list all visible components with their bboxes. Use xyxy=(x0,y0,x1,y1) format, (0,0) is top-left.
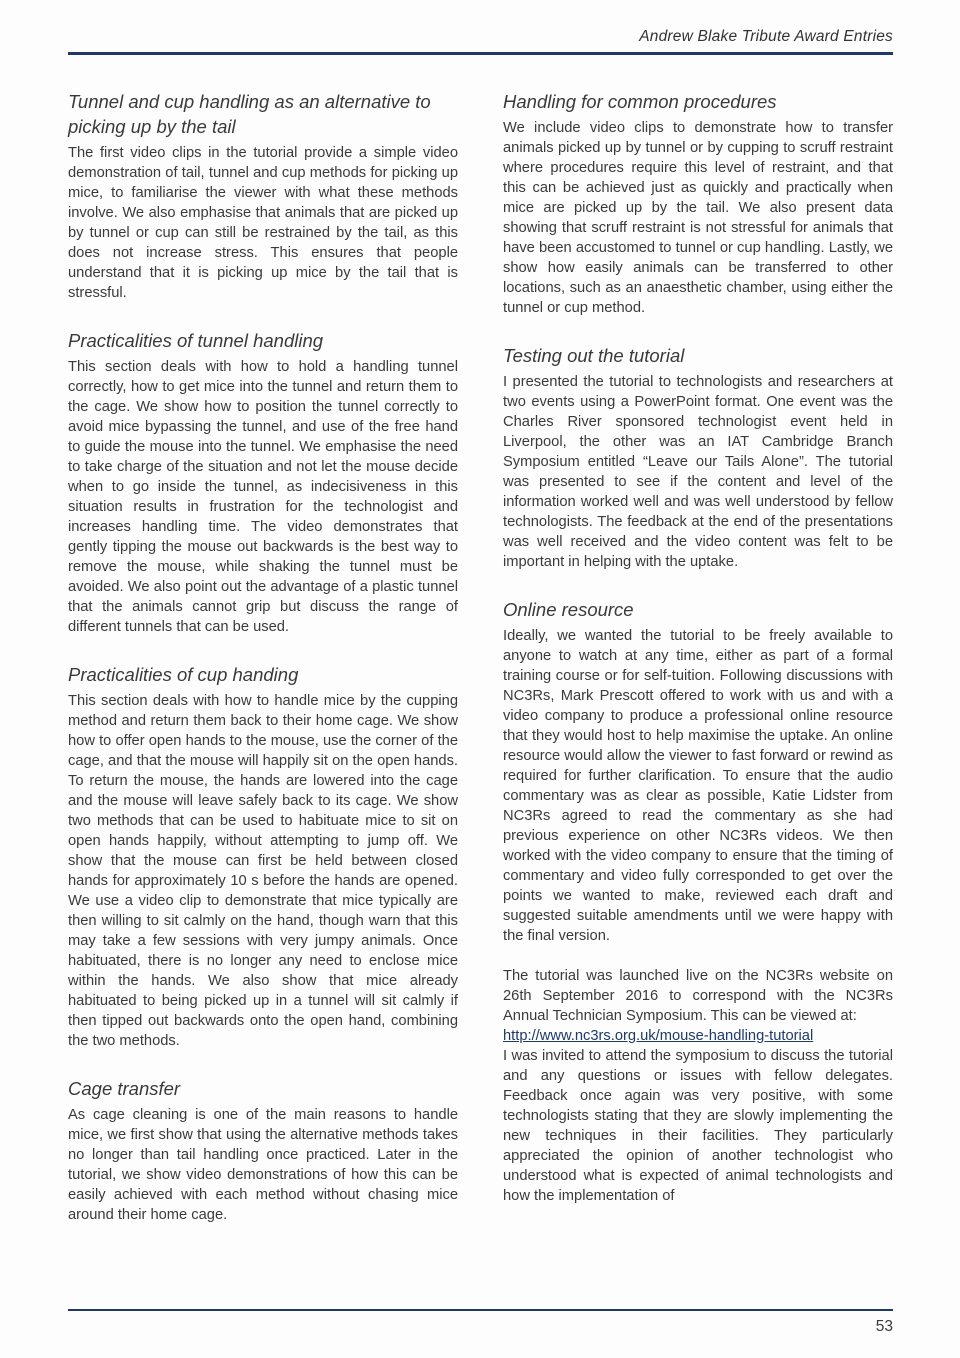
section-online-resource xyxy=(503,597,893,1206)
running-head: Andrew Blake Tribute Award Entries xyxy=(639,28,893,45)
section-heading: Online resource xyxy=(503,598,634,620)
page-header xyxy=(68,28,893,55)
section-heading: Testing out the tutorial xyxy=(503,344,685,366)
section-paragraph: The first video clips in the tutorial provide a simple video demonstration of tail, tunnel and cup methods for picking up mice, to familiarise the viewer with what these methods involve. We also emphasise that animals that are picked up by tunnel or cup can still be restrained by the tail, as this does not increase stress. This ensures that people understand that it is picking up mice by the tail that is stressful. xyxy=(68,144,458,301)
section-heading: Practicalities of tunnel handling xyxy=(68,329,324,351)
footer-rule xyxy=(68,1309,893,1312)
section-heading: Practicalities of cup handing xyxy=(68,663,299,685)
section-tunnel-cup-alternative xyxy=(68,89,458,303)
section-paragraph: We include video clips to demonstrate how to transfer animals picked up by tunnel or by cupping to scruff restraint where procedures require this level of restraint, and that this can be achieved just as quickly and practically when mice are picked up by the tail. We also present data showing that scruff restraint is not stressful for animals that have been accustomed to tunnel or cup handling. Lastly, we show how easily animals can be transferred to other locations, such as an anaesthetic chamber, using either the tunnel or cup method. xyxy=(503,119,893,316)
section-paragraph: This section deals with how to handle mice by the cupping method and return them back to their home cage. We show how to offer open hands to the mouse, use the corner of the cage, and that the mouse will happily sit on the open hands. To return the mouse, the hands are lowered into the cage and the mouse will leave safely back to its cage. We show two methods that can be used to habituate mice to sit on open hands happily, without attempting to jump off. We show that the mouse can first be held between closed hands for approximately 10 s before the hands are opened. We use a video clip to demonstrate that mice typically are then willing to sit calmly on the hand, though warn that this may take a few sessions with very jumpy animals. Once habituated, there is no longer any need to enclose mice within the hands. We also show that mice already habituated to being picked up in a tunnel will sit calmly if then tipped out backwards onto the open hand, combining the two methods. xyxy=(68,692,458,1049)
tutorial-url-link[interactable]: http://www.nc3rs.org.uk/mouse-handling-tutorial xyxy=(503,1027,814,1044)
section-cage-transfer xyxy=(68,1076,458,1225)
header-rule xyxy=(68,52,893,55)
section-common-procedures xyxy=(503,89,893,318)
section-heading: Cage transfer xyxy=(68,1077,181,1099)
section-paragraph: I was invited to attend the symposium to discuss the tutorial and any questions or issues with fellow delegates. Feedback once again was very positive, with some technologists stating that they are slowly implementing the new techniques in their facilities. They particularly appreciated the opinion of another technologist who understood what is expected of animal technologists and how the implementation of xyxy=(503,1047,893,1204)
page-footer xyxy=(68,1309,893,1337)
section-paragraph: I presented the tutorial to technologists and researchers at two events using a PowerPoint format. One event was the Charles River sponsored technologist event held in Liverpool, the other was an IAT Cambridge Branch Symposium entitled “Leave our Tails Alone”. The tutorial was presented to see if the content and level of the information worked well and was well understood by fellow technologists. The feedback at the end of the presentations was well received and the video content was felt to be important in helping with the uptake. xyxy=(503,373,893,570)
section-heading: Handling for common procedures xyxy=(503,90,777,112)
section-paragraph: The tutorial was launched live on the NC3Rs website on 26th September 2016 to correspond with the NC3Rs Annual Technician Symposium. This can be viewed at: xyxy=(503,967,893,1024)
page-number: 53 xyxy=(875,1318,893,1335)
section-cup-handing xyxy=(68,662,458,1051)
section-tunnel-handling xyxy=(68,328,458,637)
right-column xyxy=(503,89,893,1225)
section-paragraph: Ideally, we wanted the tutorial to be freely available to anyone to watch at any time, either as part of a formal training course or for self-tuition. Following discussions with NC3Rs, Mark Prescott offered to work with us and with a video company to produce a professional online resource that they would host to help maximise the uptake. An online resource would allow the viewer to fast forward or rewind as required for further clarification. To ensure that the audio commentary was as clear as possible, Katie Lidster from NC3Rs agreed to read the commentary as she had previous experience on other NC3Rs videos. We then worked with the video company to ensure that the timing of commentary and video fully corresponded to get over the points we wanted to make, reviewed each draft and suggested suitable amendments until we were happy with the final version. xyxy=(503,627,893,944)
section-heading: Tunnel and cup handling as an alternative to picking up by the tail xyxy=(68,90,431,137)
section-paragraph: As cage cleaning is one of the main reasons to handle mice, we first show that using the alternative methods takes no longer than tail handling once practiced. Later in the tutorial, we show video demonstrations of how this can be easily achieved with each method without chasing mice around their home cage. xyxy=(68,1106,458,1223)
section-paragraph: This section deals with how to hold a handling tunnel correctly, how to get mice into the tunnel and return them to the cage. We show how to position the tunnel correctly to avoid mice bypassing the tunnel, and use of the free hand to guide the mouse into the tunnel. We emphasise the need to take charge of the situation and not let the mouse decide when to go inside the tunnel, as indecisiveness in this situation results in frustration for the technologist and increases handling time. The video demonstrates that gently tipping the mouse out backwards is the best way to remove the mouse, while shaking the tunnel must be avoided. We also point out the advantage of a plastic tunnel that the animals cannot grip but discuss the range of different tunnels that can be used. xyxy=(68,358,458,635)
two-column-body xyxy=(68,89,893,1225)
left-column xyxy=(68,89,458,1225)
section-testing-tutorial xyxy=(503,343,893,572)
